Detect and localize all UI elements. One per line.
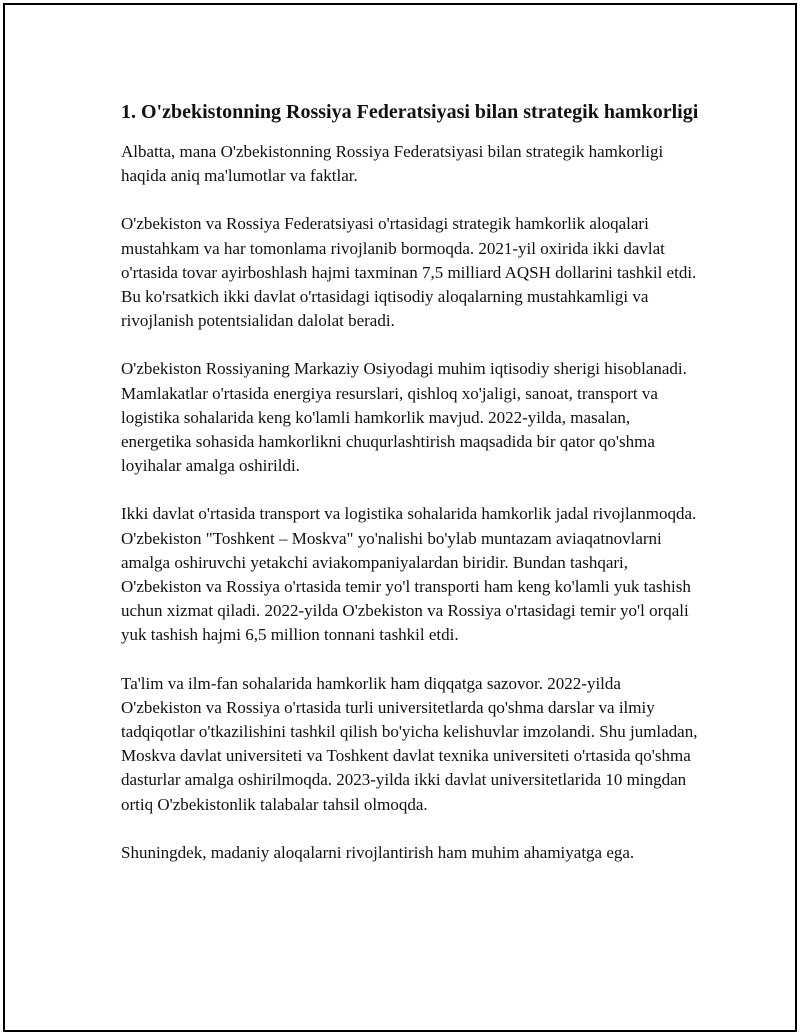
document-title: 1. O'zbekistonning Rossiya Federatsiyasi bilan strategik hamkorligi bbox=[121, 101, 699, 123]
page-frame bbox=[3, 3, 797, 1032]
document-content bbox=[121, 99, 701, 889]
paragraph-intro: Albatta, mana O'zbekistonning Rossiya Federatsiyasi bilan strategik hamkorligi haqida aniq ma'lumotlar va faktlar. bbox=[121, 142, 664, 186]
paragraph-trade: O'zbekiston va Rossiya Federatsiyasi o'rtasidagi strategik hamkorlik aloqalari mustahkam va har tomonlama rivojlanib bormoqda. 2021-yil oxirida ikki davlat o'rtasida tovar ayirboshlash hajmi taxminan 7,5 milliard AQSH dollarini tashkil etdi. Bu ko'rsatkich ikki davlat o'rtasidagi iqtisodiy aloqalarning mustahkamligi va rivojlanish potentsialidan dalolat beradi. bbox=[121, 214, 697, 331]
paragraph-education: Ta'lim va ilm-fan sohalarida hamkorlik ham diqqatga sazovor. 2022-yilda O'zbekiston va Rossiya o'rtasida turli universitetlarda qo'shma darslar va ilmiy tadqiqotlar o'tkazilishini tashkil qilish bo'yicha kelishuvlar imzolandi. Shu jumladan, Moskva davlat universiteti va Toshkent davlat texnika universiteti o'rtasida qo'shma dasturlar amalga oshirilmoqda. 2023-yilda ikki davlat universitetlarida 10 mingdan ortiq O'zbekistonlik talabalar tahsil olmoqda. bbox=[121, 673, 698, 814]
paragraph-culture: Shuningdek, madaniy aloqalarni rivojlantirish ham muhim ahamiyatga ega. bbox=[121, 842, 635, 862]
paragraph-economy: O'zbekiston Rossiyaning Markaziy Osiyodagi muhim iqtisodiy sherigi hisoblanadi. Mamlakatlar o'rtasida energiya resurslari, qishloq xo'jaligi, sanoat, transport va logistika sohalarida keng ko'lamli hamkorlik mavjud. 2022-yilda, masalan, energetika sohasida hamkorlikni chuqurlashtirish maqsadida bir qator qo'shma loyihalar amalga oshirildi. bbox=[121, 359, 687, 476]
paragraph-transport: Ikki davlat o'rtasida transport va logistika sohalarida hamkorlik jadal rivojlanmoqda. O'zbekiston "Toshkent – Moskva" yo'nalishi bo'ylab muntazam aviaqatnovlarni amalga oshiruvchi yetakchi aviakompaniyalardan biridir. Bundan tashqari, O'zbekiston va Rossiya o'rtasida temir yo'l transporti ham keng ko'lamli yuk tashish uchun xizmat qiladi. 2022-yilda O'zbekiston va Rossiya o'rtasidagi temir yo'l orqali yuk tashish hajmi 6,5 million tonnani tashkil etdi. bbox=[121, 504, 697, 645]
